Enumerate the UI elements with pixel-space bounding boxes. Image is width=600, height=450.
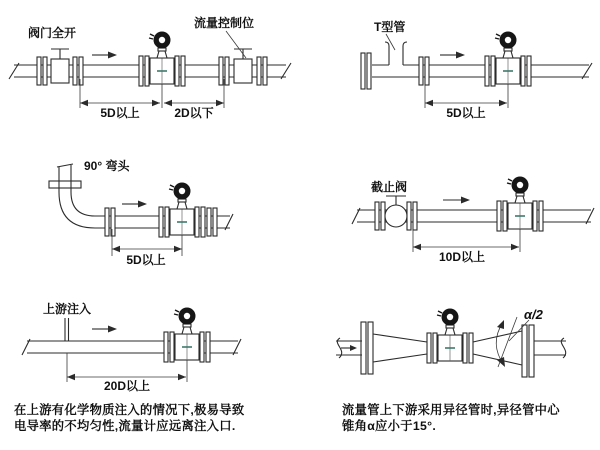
flowmeter-icon xyxy=(139,32,185,86)
flange-pair-icon xyxy=(73,57,83,85)
flowmeter-icon xyxy=(485,32,531,86)
flange-pair-icon xyxy=(37,57,47,85)
panel-t-pipe xyxy=(361,19,592,120)
flange-pair-icon xyxy=(375,202,385,230)
dim-label-10d: 10D以上 xyxy=(438,250,486,264)
panel-upstream-injection xyxy=(14,301,245,433)
stop-valve-icon xyxy=(385,196,407,227)
flow-arrow-icon xyxy=(461,197,470,204)
flow-arrow-icon xyxy=(108,52,117,59)
label-cone-half-angle: α/2 xyxy=(524,307,543,322)
flange-pair-icon xyxy=(419,57,429,85)
flange-pair-icon xyxy=(105,208,115,236)
flange-pair-icon xyxy=(207,208,217,236)
panel-valve-fully-open xyxy=(9,15,291,120)
dim-label-20d: 20D以上 xyxy=(103,379,151,393)
flowmeter-icon xyxy=(164,308,210,362)
dim-label-5d: 5D以上 xyxy=(100,106,140,120)
dim-label-5d: 5D以上 xyxy=(126,253,166,267)
panel-90-elbow xyxy=(49,158,233,267)
flow-arrow-icon xyxy=(456,52,465,59)
flow-arrow-icon xyxy=(108,326,117,333)
reducer-cone-icon xyxy=(373,334,427,362)
flowmeter-icon xyxy=(427,309,473,363)
label-90-elbow: 90° 弯头 xyxy=(84,159,130,173)
flange-pair-icon xyxy=(257,57,267,85)
flowmeter-icon xyxy=(159,183,205,237)
caption-reducer-line2: 锥角α应小于15°. xyxy=(342,419,437,433)
dim-label-2d: 2D以下 xyxy=(174,106,214,120)
label-stop-valve: 截止阀 xyxy=(371,180,408,194)
flow-arrow-icon xyxy=(350,345,357,351)
dim-label-5d: 5D以上 xyxy=(446,106,486,120)
panel-reducer xyxy=(336,307,566,433)
label-valve-fully-open: 阀门全开 xyxy=(28,26,77,40)
flange-pair-icon xyxy=(407,202,417,230)
flowmeter-icon xyxy=(497,177,543,231)
label-flow-control-position: 流量控制位 xyxy=(194,16,255,30)
label-t-pipe: T型管 xyxy=(374,20,406,34)
panel-stop-valve xyxy=(352,177,594,264)
gate-valve-icon xyxy=(51,49,69,83)
caption-reducer-line1: 流量管上下游采用异径管时,异径管中心 xyxy=(342,403,560,417)
caption-injection-line1: 在上游有化学物质注入的情况下,极易导致 xyxy=(14,403,245,417)
flow-arrow-icon xyxy=(138,201,147,208)
caption-injection-line2: 电导率的不均匀性,流量计应远离注入口. xyxy=(14,419,236,433)
injection-pipe-icon xyxy=(65,318,69,341)
label-upstream-injection: 上游注入 xyxy=(43,302,92,316)
